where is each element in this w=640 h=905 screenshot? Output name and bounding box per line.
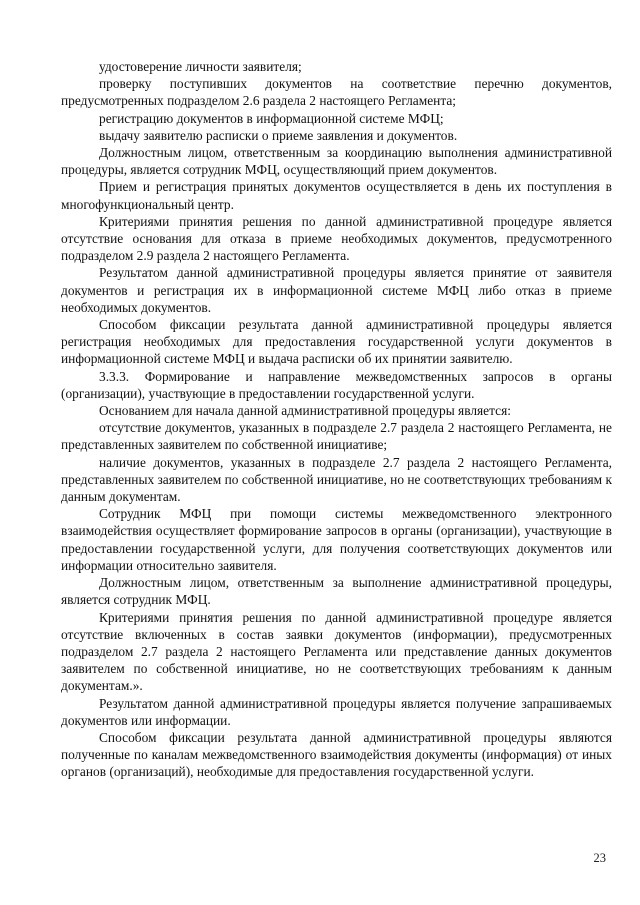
paragraph: Способом фиксации результата данной административной процедуры является регистрация необходимых для предоставления государственной услуги документов в информационной системе МФЦ и выдача расписки об их принятии заявителю. xyxy=(61,317,612,367)
document-body xyxy=(61,58,612,781)
paragraph: отсутствие документов, указанных в подразделе 2.7 раздела 2 настоящего Регламента, не представленных заявителем по собственной инициативе; xyxy=(61,420,612,453)
paragraph: Результатом данной административной процедуры является принятие от заявителя документов и регистрация их в информационной системе МФЦ либо отказ в приеме необходимых документов. xyxy=(61,265,612,315)
paragraph: проверку поступивших документов на соответствие перечню документов, предусмотренных подразделом 2.6 раздела 2 настоящего Регламента; xyxy=(61,76,612,109)
paragraph: Основанием для начала данной административной процедуры является: xyxy=(99,403,511,419)
paragraph: Должностным лицом, ответственным за координацию выполнения административной процедуры, является сотрудник МФЦ, осуществляющий прием документов. xyxy=(61,145,612,178)
paragraph: Критериями принятия решения по данной административной процедуре является отсутствие основания для отказа в приеме необходимых документов, предусмотренного подразделом 2.9 раздела 2 настоящего Регламента. xyxy=(61,213,612,264)
paragraph: Способом фиксации результата данной административной процедуры являются полученные по каналам межведомственного взаимодействия документы (информация) от иных органов (организаций), необходимые для предоставления государственной услуги. xyxy=(61,729,612,780)
paragraph: Сотрудник МФЦ при помощи системы межведомственного электронного взаимодействия осуществляет формирование запросов в органы (организации), участвующие в предоставлении государственной услуги, для получения соответствующих документов или информации относительно заявителя. xyxy=(61,506,612,573)
paragraph: выдачу заявителю расписки о приеме заявления и документов. xyxy=(99,127,458,143)
paragraph: удостоверение личности заявителя; xyxy=(99,59,302,74)
paragraph: Результатом данной административной процедуры является получение запрашиваемых документов или информации. xyxy=(61,695,612,728)
page-number: 23 xyxy=(593,851,606,865)
paragraph: наличие документов, указанных в подразделе 2.7 раздела 2 настоящего Регламента, представленных заявителем по собственной инициативе, но не соответствующих требованиям к данным документам. xyxy=(61,454,612,505)
section-heading: 3.3.3. Формирование и направление межведомственных запросов в органы (организации), участвующие в предоставлении государственной услуги. xyxy=(61,368,612,401)
paragraph: Прием и регистрация принятых документов осуществляется в день их поступления в многофункциональный центр. xyxy=(61,179,612,212)
paragraph: Должностным лицом, ответственным за выполнение административной процедуры, является сотрудник МФЦ. xyxy=(61,575,612,608)
paragraph: регистрацию документов в информационной системе МФЦ; xyxy=(99,110,444,126)
paragraph: Критериями принятия решения по данной административной процедуре является отсутствие включенных в состав заявки документов (информации), предусмотренных подразделом 2.7 раздела 2 настоящего Регламента или представление данных документов заявителем по собственной инициативе, но не соответствующих требованиям к данным документам.». xyxy=(61,609,612,694)
